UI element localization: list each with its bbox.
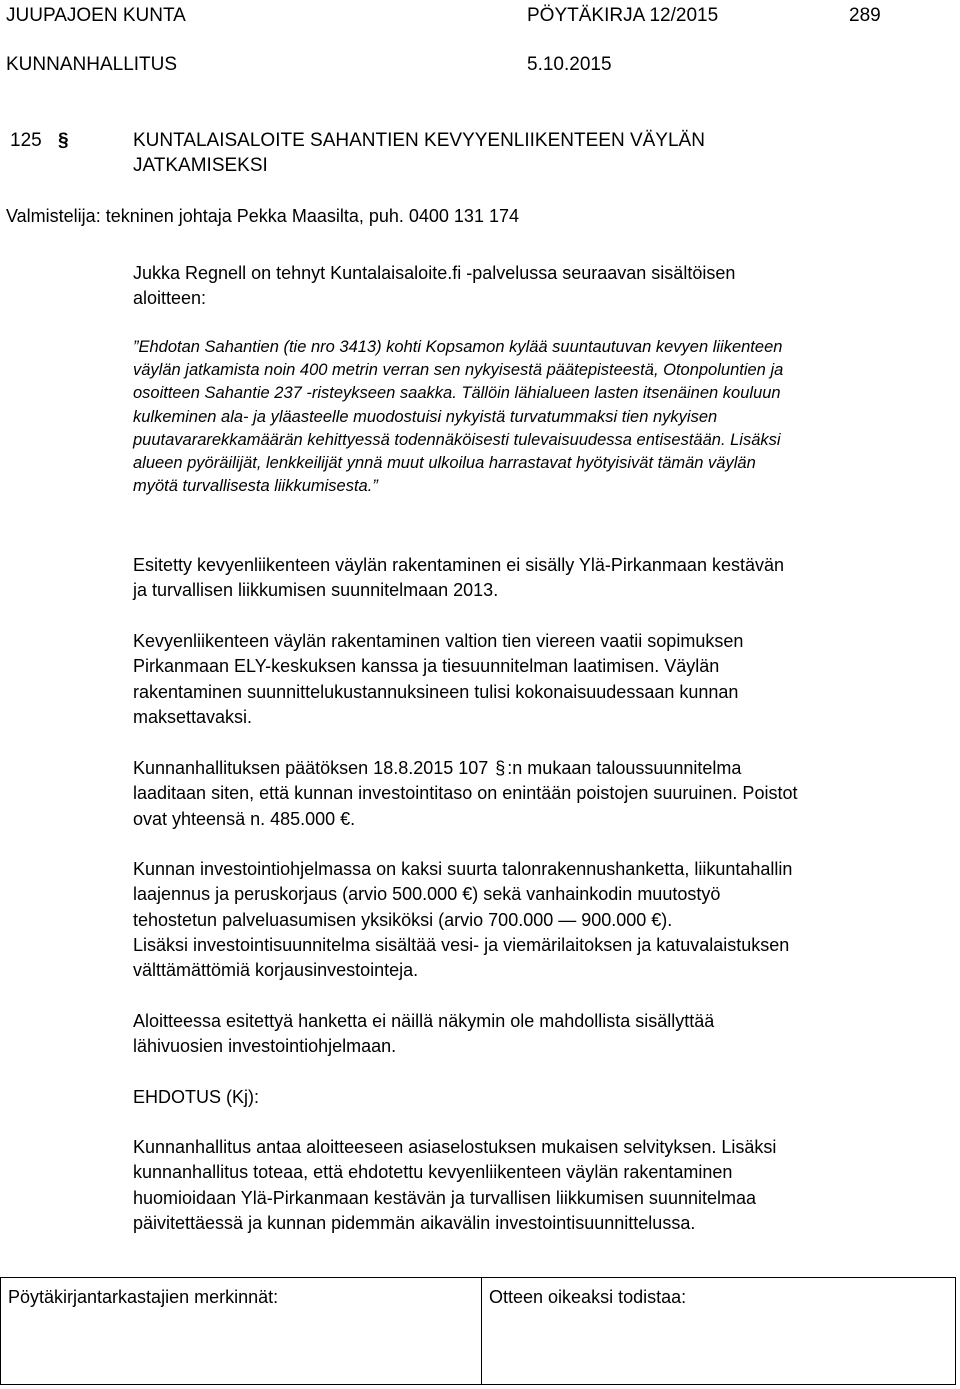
reviewers-label: Pöytäkirjantarkastajien merkinnät: bbox=[8, 1287, 279, 1307]
intro-line: aloitteen: bbox=[133, 288, 207, 309]
paragraph-line: maksettavaksi. bbox=[133, 706, 253, 727]
initiative-quote bbox=[133, 336, 933, 498]
quote-line: puutavararekkamäärän kehittyessä todennäköisesti tulevaisuudessa entisestään. Lisäksi bbox=[133, 430, 781, 449]
paragraph-line: laaditaan siten, että kunnan investointitaso on enintään poistojen suuruinen. Poistot bbox=[133, 783, 798, 804]
paragraph-line: ovat yhteensä n. 485.000 €. bbox=[133, 808, 356, 829]
paragraph-line: laajennus ja peruskorjaus (arvio 500.000 €) sekä vanhainkodin muutostyö bbox=[133, 884, 721, 905]
document-title: PÖYTÄKIRJA 12/2015 bbox=[527, 5, 719, 26]
meeting-date: 5.10.2015 bbox=[527, 54, 612, 75]
section-sign-inline: § bbox=[495, 758, 506, 778]
municipality-name: JUUPAJOEN KUNTA bbox=[6, 5, 186, 26]
proposal-heading: EHDOTUS (Kj): bbox=[133, 1087, 259, 1107]
paragraph-line: Esitetty kevyenliikenteen väylän rakentaminen ei sisälly Ylä-Pirkanmaan kestävän bbox=[133, 555, 784, 575]
paragraph-ely bbox=[133, 629, 933, 730]
preparer-line: Valmistelija: tekninen johtaja Pekka Maasilta, puh. 0400 131 174 bbox=[6, 206, 519, 226]
quote-line: ”Ehdotan Sahantien (tie nro 3413) kohti Kopsamon kylää suuntautuvan kevyen liikenteen bbox=[133, 338, 783, 356]
footer-certify-cell bbox=[482, 1278, 955, 1384]
intro-paragraph bbox=[133, 261, 933, 312]
paragraph-conclusion bbox=[133, 1009, 933, 1060]
intro-line: Jukka Regnell on tehnyt Kuntalaisaloite.fi -palvelussa seuraavan sisältöisen bbox=[133, 263, 736, 283]
signature-footer bbox=[0, 1277, 956, 1385]
paragraph-proposal bbox=[133, 1135, 933, 1236]
section-sign: § bbox=[58, 130, 69, 151]
paragraph-line bbox=[133, 756, 933, 781]
page-number: 289 bbox=[849, 5, 881, 26]
paragraph-line: Kevyenliikenteen väylän rakentaminen valtion tien viereen vaatii sopimuksen bbox=[133, 631, 744, 651]
footer-reviewers-cell bbox=[1, 1278, 482, 1384]
paragraph-line: päivitettäessä ja kunnan pidemmän aikavälin investointisuunnittelussa. bbox=[133, 1212, 696, 1233]
paragraph-plan bbox=[133, 553, 933, 604]
paragraph-line: tehostetun palveluasumisen yksiköksi (arvio 700.000 — 900.000 €). bbox=[133, 909, 673, 930]
paragraph-line: Aloitteessa esitettyä hanketta ei näillä näkymin ole mahdollista sisällyttää bbox=[133, 1011, 715, 1031]
paragraph-line: Pirkanmaan ELY-keskuksen kanssa ja tiesuunnitelman laatimisen. Väylän bbox=[133, 656, 720, 677]
paragraph-line: kunnanhallitus toteaa, että ehdotettu kevyenliikenteen väylän rakentaminen bbox=[133, 1162, 733, 1183]
quote-line: kulkeminen ala- ja yläasteelle muodostuisi nykyistä turvatummaksi tien nykyisen bbox=[133, 407, 718, 426]
item-title-line2: JATKAMISEKSI bbox=[133, 155, 268, 176]
paragraph-line: huomioidaan Ylä-Pirkanmaan kestävän ja turvallisen liikkumisen suunnitelmaa bbox=[133, 1187, 756, 1208]
item-number: 125 bbox=[10, 130, 42, 151]
paragraph-investments bbox=[133, 857, 933, 983]
budget-text-a: Kunnanhallituksen päätöksen 18.8.2015 107 bbox=[133, 758, 494, 778]
quote-line: osoitteen Sahantie 237 -risteykseen saakka. Tällöin lähialueen lasten itsenäinen kouluun bbox=[133, 384, 781, 403]
paragraph-line: Kunnanhallitus antaa aloitteeseen asiaselostuksen mukaisen selvityksen. Lisäksi bbox=[133, 1137, 777, 1157]
paragraph-line: ja turvallisen liikkumisen suunnitelmaan 2013. bbox=[133, 580, 499, 601]
paragraph-line: välttämättömiä korjausinvestointeja. bbox=[133, 960, 419, 981]
quote-line: myötä turvallisesta liikkumisesta.” bbox=[133, 477, 378, 496]
budget-text-b: :n mukaan taloussuunnitelma bbox=[507, 758, 742, 778]
quote-line: väylän jatkamista noin 400 metrin verran sen nykyisestä päätepisteestä, Otonpoluntien ja bbox=[133, 361, 784, 380]
board-name: KUNNANHALLITUS bbox=[6, 54, 178, 75]
paragraph-line: rakentaminen suunnittelukustannuksineen tulisi kokonaisuudessaan kunnan bbox=[133, 681, 739, 702]
paragraph-budget bbox=[133, 756, 933, 832]
item-title-line1: KUNTALAISALOITE SAHANTIEN KEVYYENLIIKENTEEN VÄYLÄN bbox=[133, 130, 705, 151]
paragraph-line: lähivuosien investointiohjelmaan. bbox=[133, 1036, 397, 1057]
quote-line: alueen pyöräilijät, lenkkeilijät ynnä muut ulkoilua harrastavat hyötyisivät tämän väylän bbox=[133, 454, 756, 473]
paragraph-line: Kunnan investointiohjelmassa on kaksi suurta talonrakennushanketta, liikuntahallin bbox=[133, 859, 793, 879]
certify-label: Otteen oikeaksi todistaa: bbox=[489, 1287, 687, 1307]
paragraph-line: Lisäksi investointisuunnitelma sisältää vesi- ja viemärilaitoksen ja katuvalaistuksen bbox=[133, 934, 790, 955]
